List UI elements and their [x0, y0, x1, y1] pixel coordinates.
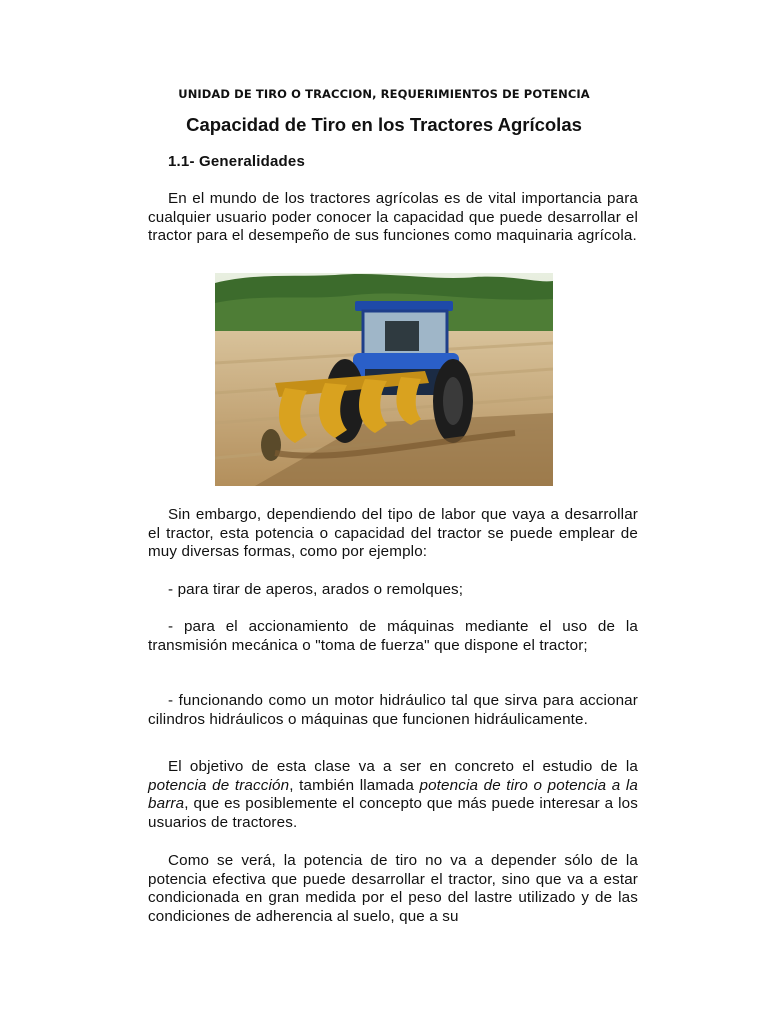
list-item-1: - para tirar de aperos, arados o remolques; — [168, 581, 464, 598]
paragraph-1: En el mundo de los tractores agrícolas es de vital importancia para cualquier usuario poder conocer la capacidad que puede desarrollar el tractor para el desempeño de sus funciones como maquinaria agrícola. — [148, 190, 638, 245]
paragraph-4: Como se verá, la potencia de tiro no va a depender sólo de la potencia efectiva que puede desarrollar el tractor, sino que va a estar condicionada en gran medida por el peso del lastre utilizado y de las condiciones de adherencia al suelo, que a su — [148, 852, 638, 925]
paragraph-3-italic-2: potencia de tiro o potencia a la barra — [148, 776, 639, 813]
list-item-2: - para el accionamiento de máquinas mediante el uso de la transmisión mecánica o "toma de fuerza" que dispone el tractor; — [148, 618, 638, 654]
paragraph-3-text-1: El objetivo de esta clase va a ser en concreto el estudio de la — [168, 758, 638, 775]
paragraph-3-text-2: , también llamada — [289, 776, 420, 794]
section-heading: 1.1- Generalidades — [168, 153, 305, 170]
page-title: Capacidad de Tiro en los Tractores Agrícolas — [186, 114, 582, 135]
paragraph-3-italic-1: potencia de tracción — [148, 776, 290, 794]
unit-title: UNIDAD DE TIRO O TRACCION, REQUERIMIENTOS DE POTENCIA — [178, 87, 590, 101]
tractor-illustration — [215, 273, 553, 486]
tractor-plow-photo — [215, 273, 553, 486]
list-item-3: - funcionando como un motor hidráulico tal que sirva para accionar cilindros hidráulicos o máquinas que funcionen hidráulicamente. — [148, 692, 638, 728]
paragraph-3 — [148, 758, 638, 832]
paragraph-2: Sin embargo, dependiendo del tipo de labor que vaya a desarrollar el tractor, esta potencia o capacidad del tractor se puede emplear de muy diversas formas, como por ejemplo: — [148, 506, 638, 561]
paragraph-3-text-3: , que es posiblemente el concepto que más puede interesar a los usuarios de tractores. — [148, 795, 638, 831]
